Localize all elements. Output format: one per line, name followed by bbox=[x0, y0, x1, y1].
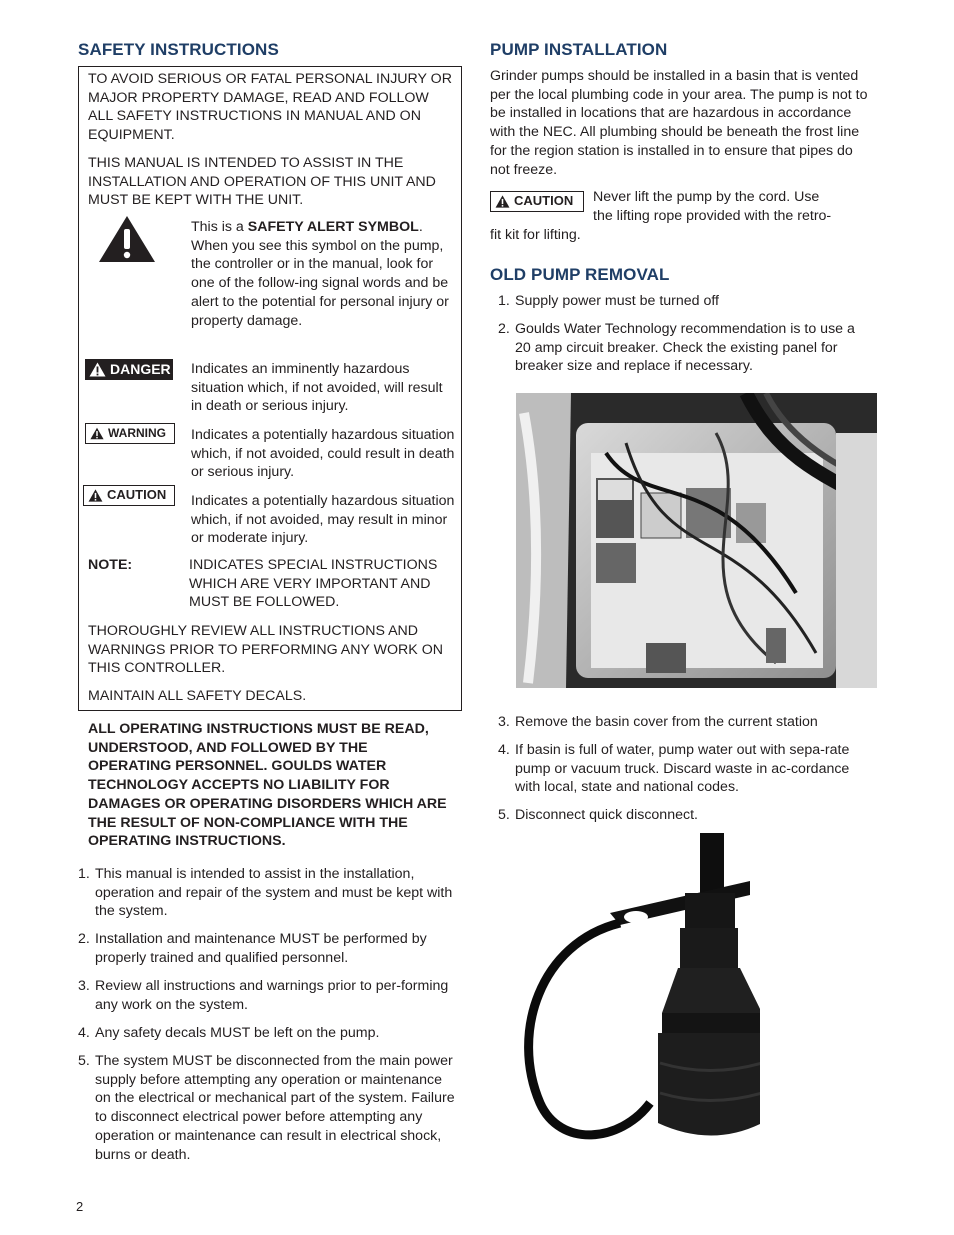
caution-lift-line3: fit kit for lifting. bbox=[490, 227, 581, 243]
control-panel-image bbox=[516, 393, 877, 688]
note-label: NOTE: bbox=[88, 557, 133, 573]
list-item-text: If basin is full of water, pump water out with sepa-rate pump or vacuum truck. Discard waste in ac-cordance with local, state and national codes. bbox=[515, 742, 850, 796]
danger-label bbox=[85, 359, 173, 380]
warning-label bbox=[85, 423, 175, 444]
caution-triangle-icon bbox=[88, 489, 103, 502]
danger-description: Indicates an imminently hazardous situation which, if not avoided, will result in death or serious injury. bbox=[191, 361, 443, 415]
list-item-number: 4. bbox=[78, 1025, 90, 1041]
list-item-text: Installation and maintenance MUST be performed by properly trained and qualified personnel. bbox=[95, 931, 427, 966]
review-instructions-paragraph: THOROUGHLY REVIEW ALL INSTRUCTIONS AND WARNINGS PRIOR TO PERFORMING ANY WORK ON THIS CONTROLLER. bbox=[88, 623, 443, 677]
quick-disconnect-image bbox=[500, 833, 760, 1163]
list-item-text: This manual is intended to assist in the installation, operation and repair of the system and must be kept with the system. bbox=[95, 866, 453, 920]
caution-label-text: CAUTION bbox=[514, 193, 574, 209]
control-panel-photo bbox=[516, 393, 877, 688]
caution-description: Indicates a potentially hazardous situation which, if not avoided, may result in minor or moderate injury. bbox=[191, 493, 455, 547]
list-item-number: 1. bbox=[78, 866, 90, 882]
list-item-number: 3. bbox=[78, 978, 90, 994]
list-item-text: Any safety decals MUST be left on the pump. bbox=[95, 1025, 380, 1041]
page-number: 2 bbox=[76, 1199, 84, 1214]
caution-label bbox=[83, 485, 175, 506]
warning-label-text: WARNING bbox=[108, 426, 166, 441]
caution-lift-line1: Never lift the pump by the cord. Use bbox=[593, 189, 820, 205]
caution-lift-line2: the lifting rope provided with the retro- bbox=[593, 208, 832, 224]
danger-triangle-icon bbox=[89, 362, 106, 377]
caution-triangle-icon bbox=[495, 195, 510, 208]
caution-label-right bbox=[490, 191, 584, 212]
warning-triangle-icon bbox=[97, 214, 157, 264]
safety-box bbox=[78, 66, 462, 711]
list-item-text: Goulds Water Technology recommendation is to use a 20 amp circuit breaker. Check the existing panel for breaker size and replace if necessary. bbox=[515, 321, 855, 375]
note-description: INDICATES SPECIAL INSTRUCTIONS WHICH ARE VERY IMPORTANT AND MUST BE FOLLOWED. bbox=[189, 557, 438, 611]
safety-alert-symbol-label: SAFETY ALERT SYMBOL bbox=[247, 219, 419, 235]
safety-intro-paragraph: TO AVOID SERIOUS OR FATAL PERSONAL INJURY OR MAJOR PROPERTY DAMAGE, READ AND FOLLOW ALL SAFETY INSTRUCTIONS IN MANUAL AND ON EQUIPMENT. bbox=[88, 71, 452, 144]
quick-disconnect-photo bbox=[500, 833, 760, 1163]
operating-instructions-notice: ALL OPERATING INSTRUCTIONS MUST BE READ, UNDERSTOOD, AND FOLLOWED BY THE OPERATING PERSONNEL. GOULDS WATER TECHNOLOGY ACCEPTS NO LIABILITY FOR DAMAGES OR OPERATING DISORDERS WHICH ARE THE RESULT OF NON-COMPLIANCE WITH THE OPERATING INSTRUCTIONS. bbox=[88, 721, 447, 850]
list-item-text: Disconnect quick disconnect. bbox=[515, 807, 698, 823]
maintain-decals-paragraph: MAINTAIN ALL SAFETY DECALS. bbox=[88, 688, 307, 704]
pump-installation-text: Grinder pumps should be installed in a basin that is vented per the local plumbing code in your area. The pump is not to be installed in locations that are hazardous in accordance with the NEC. All plumbing should be beneath the frost line for the region station is installed in to ensure that pipes do not freeze. bbox=[490, 68, 868, 178]
list-item-text: Supply power must be turned off bbox=[515, 293, 720, 309]
pump-installation-heading: PUMP INSTALLATION bbox=[490, 40, 668, 59]
caution-label-text: CAUTION bbox=[107, 487, 167, 503]
manual-purpose-paragraph: THIS MANUAL IS INTENDED TO ASSIST IN THE INSTALLATION AND OPERATION OF THIS UNIT AND MUST BE KEPT WITH THE UNIT. bbox=[88, 155, 436, 209]
alert-suffix-text: . When you see this symbol on the pump, the controller or in the manual, look for one of the follow-ing signal words and be alert to the potential for personal injury or property damage. bbox=[191, 219, 449, 329]
old-pump-removal-heading: OLD PUMP REMOVAL bbox=[490, 265, 670, 284]
alert-prefix-text: This is a bbox=[191, 219, 248, 235]
safety-instructions-heading: SAFETY INSTRUCTIONS bbox=[78, 40, 279, 59]
list-item-number: 2. bbox=[498, 321, 510, 337]
list-item-text: Remove the basin cover from the current station bbox=[515, 714, 818, 730]
list-item-number: 3. bbox=[498, 714, 510, 730]
safety-alert-description bbox=[191, 218, 457, 330]
list-item-number: 5. bbox=[498, 807, 510, 823]
list-item-number: 1. bbox=[498, 293, 510, 309]
list-item-text: The system MUST be disconnected from the main power supply before attempting any operation or maintenance on the electrical or mechanical part of the system. Failure to disconnect electrical power before attempting any operation or maintenance can result in electrical shock, burns or death. bbox=[95, 1053, 455, 1163]
list-item-number: 5. bbox=[78, 1053, 90, 1069]
list-item-text: Review all instructions and warnings prior to per-forming any work on the system. bbox=[95, 978, 449, 1013]
list-item-number: 2. bbox=[78, 931, 90, 947]
warning-description: Indicates a potentially hazardous situation which, if not avoided, could result in death or serious injury. bbox=[191, 427, 455, 481]
warning-small-triangle-icon bbox=[90, 427, 104, 440]
list-item-number: 4. bbox=[498, 742, 510, 758]
danger-label-text: DANGER bbox=[110, 361, 171, 378]
